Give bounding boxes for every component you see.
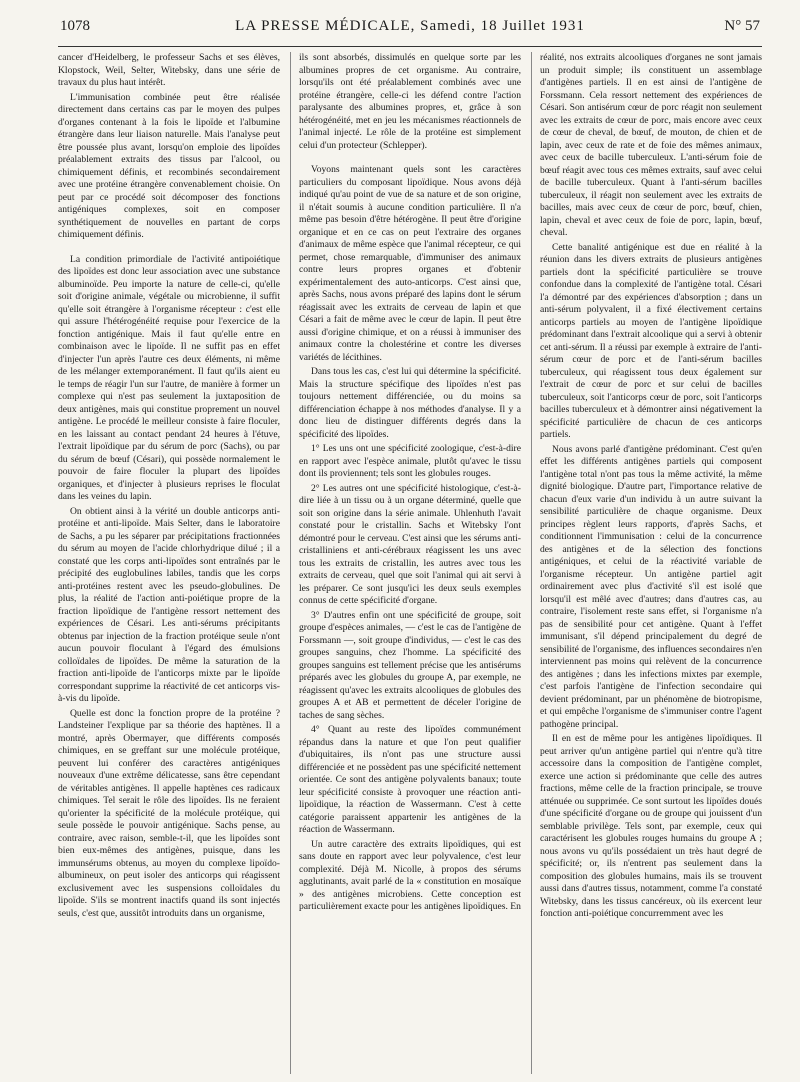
paragraph: Quelle est donc la fonction propre de la protéine ? Landsteiner l'explique par sa théorie des haptènes. Il a montré, après Obermayer, que différents composés chimiques, en se greffant sur une molécule protéique, peuvent lui conférer des caractères antigéniques nouveaux d'une extrême délicatesse, sans être cependant de véritables antigènes. Il appelle haptènes ces radicaux chimiques. Tel serait le rôle des lipoïdes. Ils ne feraient qu'orienter la spécificité de la molécule protéique, qui seule possède le pouvoir antigénique. Sachs pense, au contraire, avec raison, semble-t-il, que les lipoïdes sont bien eux-mêmes des antigènes, puisque, dans les immunsérums obtenus, au moyen du complexe lipoïdo-albumineux, on peut isoler des anticorps qui réagissent exclusivement avec les suspensions colloïdales du lipoïde. S'ils se montrent inactifs quand ils sont injectés seuls, c'est que, aussitôt introduits dans un organisme, (58, 707, 280, 919)
paragraph: Dans tous les cas, c'est lui qui détermine la spécificité. Mais la structure spécifique des lipoïdes n'est pas toujours nettement différenciée, ou du moins sa différenciation échappe à nos méthodes d'analyse. Il y a donc lieu de distinguer différents degrés dans la spécificité des lipoïdes. (299, 366, 521, 440)
header-rule (58, 46, 762, 47)
paragraph: réalité, nos extraits alcooliques d'organes ne sont jamais un produit simple; ils constituent un assemblage d'antigènes partiels. Il en est ainsi de l'antigène de Forssmann. Cela ressort nettement des expériences de Césari. Son antisérum cœur de porc réagit non seulement avec les extraits de cœur de porc, mais encore avec ceux de cœur de cheval, de bœuf, de mouton, de chien et de lapin, avec ceux de rate et de foie des mêmes animaux, avec ceux de bacille tuberculeux. L'anti-sérum foie de bœuf réagit avec tous ces mêmes extraits, sauf avec celui de bacille tuberculeux. Quant à l'anti-sérum bacilles tuberculeux, il réagit non seulement avec les extraits de bacilles, mais avec ceux de cœur de porc, bœuf, chien, lapin, cheval et avec ceux de foie de porc, lapin, bœuf, cheval. (540, 52, 762, 238)
paragraph: 4° Quant au reste des lipoïdes communément répandus dans la nature et que l'on peut qualifier d'ubiquitaires, ils n'ont pas une structure aussi différenciée et ne possèdent pas une spécificité nettement orientée. Ce sont des antigène polyvalents banaux; toute leur spécificité consiste à provoquer une réaction anti-lipoïdique, la réaction de Wassermann. C'est à cette catégorie paraissent appartenir les antigènes de la réaction de Wassermann. (299, 724, 521, 835)
paragraph: Il en est de même pour les antigènes lipoïdiques. Il peut arriver qu'un antigène partiel qui n'entre qu'à titre accessoire dans la composition de l'antigène complet, exerce une action si prédominante que celle des autres fractions, même celle de la fraction principale, se trouve atténuée ou supprimée. Ce sont surtout les lipoïdes doués d'une spécificité d'organe ou de groupe qui jouissent d'un semblable privilège. Tels sont, par exemple, ceux qui caractérisent les globules rouges humains du groupe A ; nous avons vu qu'ils possédaient un très haut degré de spécificité; or, ils n'entrent pas seulement dans la composition des globules humains, mais ils se trouvent aussi dans d'autres tissus, notamment, comme l'a constaté Witebsky, dans les tissus cancéreux, où ils exercent leur fonction anti-poiétique concurremment avec les (540, 733, 762, 919)
paragraph: On obtient ainsi à la vérité un double anticorps anti-protéine et anti-lipoïde. Mais Selter, dans le laboratoire de Sachs, a pu les séparer par précipitations fractionnées du sérum au moyen de l'acide chlorhydrique dilué ; il a constaté que les corps anti-lipoïdes sont entraînés par le précipité des euglobulines labiles, tandis que les corps anti-protéines restent avec les pseudo-globulines. De plus, la réalité de l'action anti-poiétique propre de la fraction lipoïdique de l'antigène ressort nettement des expériences de Césari. Les anti-sérums précipitants obtenus par injection de la fraction protéique seule n'ont aucun pouvoir floculant à l'égard des émulsions colloïdales de lipoïdes. De même la saturation de la fraction anti-lipoïde de l'anticorps mixte par le lipoïde correspondant supprime la réactivité de cet anticorps vis-à-vis du lipoïde. (58, 505, 280, 704)
text-columns (58, 52, 762, 1074)
paragraph: ils sont absorbés, dissimulés en quelque sorte par les albumines propres de cet organisme. Au contraire, lorsqu'ils ont été préalablement combinés avec une protéine étrangère, celle-ci les défend contre l'action paralysante des albumines propres, et, grâce à son hétérogénéité, met en jeu les mécanismes réactionnels de l'animal injecté. Le rôle de la protéine est simplement celui d'un protecteur (Schlepper). (299, 52, 521, 151)
column-1 (58, 52, 280, 1074)
paragraph: 2° Les autres ont une spécificité histologique, c'est-à-dire liée à un tissu ou à un organe déterminé, quelle que soit son origine dans la série animale. Uhlenhuth l'avait constaté pour le cristallin. Sachs et Witebsky l'ont démontré pour le cerveau. C'est ainsi que les sérums anti-cristalliniens et anti-cérébraux réagissent les uns avec tous les extraits de cristallin, les autres avec tous les extraits de cerveau, quel que soit l'animal qui ait servi à les préparer. Ce sont jusqu'ici les deux seuls exemples connus de cette spécificité d'organe. (299, 482, 521, 606)
paragraph: 3° D'autres enfin ont une spécificité de groupe, soit groupe d'espèces animales, — c'est le cas de l'antigène de Forssmann —, soit groupe d'individus, — c'est le cas des groupes sanguins, chez l'homme. La spécificité des groupes sanguins est tellement précise que les antisérums préparés avec les globules du groupe A, par exemple, ne réagissent qu'avec les extraits alcooliques de globules des groupes A et AB et permettent de déceler l'origine de taches de sang sèches. (299, 609, 521, 721)
paragraph: cancer d'Heidelberg, le professeur Sachs et ses élèves, Klopstock, Weil, Selter, Witebsky, dans une série de travaux du plus haut intérêt. (58, 52, 280, 88)
column-3 (531, 52, 762, 1074)
paragraph: Cette banalité antigénique est due en réalité à la réunion dans les divers extraits de plusieurs antigènes partiels dont la spécificité particulière se trouve confondue dans la complexité de l'antigène total. Césari l'a démontré par des expériences d'absorption ; dans un anti-sérum polyvalent, il a fixé électivement certains anticorps partiels au moyen de l'antigène lipoïdique prédominant dans l'extrait alcoolique qui a servi à obtenir cet anti-sérum. Il a réussi par exemple à extraire de l'anti-sérum cœur de porc et de l'anti-sérum bacilles tuberculeux, qui réagissent tous deux également sur l'extrait de cœur de porc et sur celui de bacilles tuberculeux, soit l'anticorps cœur de porc, soit l'anticorps bacilles tuberculeux et à démontrer ainsi négativement la spécificité particulière de chacun de ces anticorps partiels. (540, 241, 762, 440)
paragraph: Nous avons parlé d'antigène prédominant. C'est qu'en effet les différents antigènes partiels qui composent l'antigène total n'ont pas tous la même activité, la même dignité biologique. D'autre part, l'importance relative de chacun d'eux varie d'un individu à un autre suivant la sensibilité particulière de chaque organisme. Deux principes règlent leurs rapports, d'après Sachs, et conditionnent l'immunisation : celui de la concurrence des antigènes et de la sélection des fonctions antigéniques, et celui de la réactivité variable de l'organisme récepteur. Un antigène partiel agit ordinairement avec plus d'activité s'il est isolé que lorsqu'il est mêlé avec d'autres; dans d'autres cas, au contraire, l'isolement reste sans effet, si l'organisme n'a pas de sensibilité pour cet antigène. Quant à l'effet immunisant, s'il dépend principalement du degré de sensibilité de l'organisme, des influences secondaires n'en interviennent pas moins qui relèvent de la concurrence des antigènes ; dans les infections mixtes par exemple, c'est parfois l'antigène de l'infection secondaire qui devient prédominant, par un phénomène de biotropisme, et qui empêche l'organisme de s'immuniser contre l'agent pathogène principal. (540, 443, 762, 730)
issue-number: N° 57 (724, 18, 760, 34)
paragraph: L'immunisation combinée peut être réalisée directement dans certains cas par le moyen des pulpes d'organes contenant à la fois le lipoïde et l'albumine étrangère dans leur liaison naturelle. Mais l'analyse peut être poussée plus avant, lorsqu'on emploie des lipoïdes préalablement extraits des tissus par l'alcool, ou chimiquement définis, et recombinés secondairement avec une protéine étrangère convenablement choisie. On peut par ce procédé soit décomposer des fonctions antigéniques complexes, soit en composer synthétiquement de nouvelles en partant de corps chimiquement définis. (58, 91, 280, 240)
paragraph: Un autre caractère des extraits lipoïdiques, qui est sans doute en rapport avec leur polyvalence, c'est leur complexité. Déjà M. Nicolle, à propos des sérums agglutinants, avait parlé de la « constitution en mosaïque » des antigènes microbiens. Cette conception est particulièrement exacte pour les antigènes lipoïdiques. En (299, 838, 521, 912)
running-title: LA PRESSE MÉDICALE, Samedi, 18 Juillet 1931 (235, 18, 585, 34)
column-2 (290, 52, 521, 1074)
page-header (60, 18, 760, 44)
paragraph: 1° Les uns ont une spécificité zoologique, c'est-à-dire en rapport avec l'espèce animale, plutôt qu'avec le tissu dont ils proviennent; tels sont les globules rouges. (299, 443, 521, 479)
paragraph: La condition primordiale de l'activité antipoiétique des lipoïdes est donc leur association avec une substance albuminoïde. Peu importe la nature de celle-ci, qu'elle soit d'origine animale, végétale ou microbienne, il suffit qu'elle soit étrangère à l'organisme récepteur : c'est elle qui assure l'hétérogénéité requise pour l'exercice de la fonction antigénique. Mais il faut qu'elle entre en combinaison avec le lipoïde. Il ne suffit pas en effet d'injecter l'un après l'autre ces deux éléments, ni même de les mélanger extemporanément. Il faut qu'ils aient eu le temps de réagir l'un sur l'autre, de manière à former un complexe qui n'est pas seulement la juxtaposition de deux antigènes, mais qui constitue proprement un nouvel antigène. Le procédé le meilleur consiste à faire floculer, en les laissant au contact pendant 24 heures à l'étuve, l'extrait lipoïdique par du sérum de porc (Sachs), ou par du sérum de bœuf (Césari), qui possède normalement le pouvoir de faire floculer la plupart des lipoïdes organiques, et d'injecter à plusieurs reprises le floculat dans les veines du lapin. (58, 253, 280, 502)
paragraph: Voyons maintenant quels sont les caractères particuliers du composant lipoïdique. Nous avons déjà indiqué qu'au point de vue de sa nature et de son origine, il n'était soumis à aucune condition particulière. Il n'a même pas besoin d'être hétérogène. Il peut être d'origine organique et en ce cas on peut l'extraire des organes d'animaux de même espèce que l'animal récepteur, ce qui permet, chose remarquable, d'immuniser des animaux contre leurs propres organes et d'obtenir expérimentalement des auto-anticorps. C'est ainsi que, après Sachs, nous avons préparé des lapins dont le sérum réagissait avec les extraits de cerveau de lapin et que Césari a fait de même avec le cœur de lapin. Il peut être aussi d'origine chimique, et on a réussi à immuniser des animaux contre la cholestérine et contre les diverses variétés de lécithines. (299, 164, 521, 363)
page-number: 1078 (60, 18, 90, 34)
